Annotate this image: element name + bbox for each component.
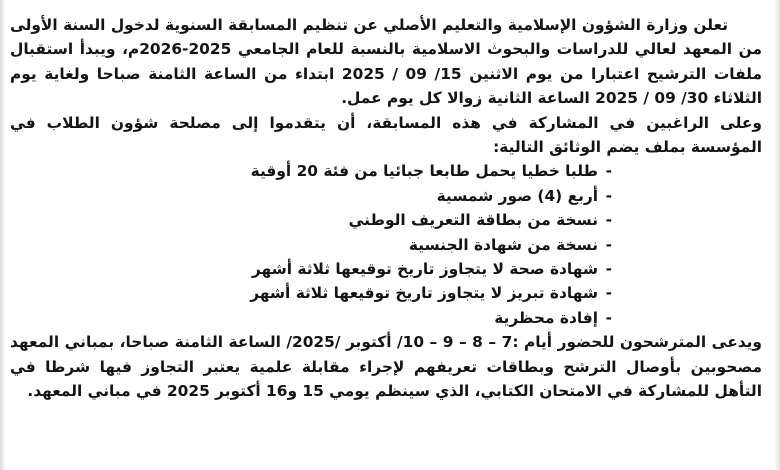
list-item-text: طلبا خطيا يحمل طابعا جبائيا من فئة 20 أوقية <box>250 162 598 181</box>
page-edge-shadow-right <box>774 0 780 470</box>
list-item <box>10 208 612 232</box>
attendance-paragraph: ويدعى المترشحون للحضور أيام :7 – 8 – 9 – 10/ أكتوبر /2025/ الساعة الثامنة صباحا، بمباني المعهد مصحوبين بأوصال الترشح وبطاقات تعريفهم لإجراء مقابلة علمية يعتبر التجاوز فيها شرطا في التأهل للمشاركة في الامتحان الكتابي، الذي سينظم يومي 15 و16 أكتوبر 2025 في مباني المعهد. <box>10 333 762 401</box>
bullet-dash: - <box>605 235 612 254</box>
bullet-dash: - <box>605 186 612 205</box>
list-item-text: شهادة صحة لا يتجاوز تاريخ توقيعها ثلاثة أشهر <box>251 260 598 279</box>
bullet-dash: - <box>605 284 612 303</box>
bullet-dash: - <box>605 211 612 230</box>
page-edge-shadow-left <box>0 0 6 470</box>
list-item <box>10 281 612 305</box>
requirements-paragraph: وعلى الراغبين في المشاركة في هذه المسابقة، أن يتقدموا إلى مصلحة شؤون الطلاب في المؤسسة بملف يضم الوثائق التالية: <box>10 113 762 157</box>
bullet-dash: - <box>605 308 612 327</box>
bullet-dash: - <box>605 260 612 279</box>
list-item <box>10 184 612 208</box>
list-item <box>10 159 612 183</box>
list-item <box>10 257 612 281</box>
list-item-text: شهادة تبريز لا يتجاوز تاريخ توقيعها ثلاثة أشهر <box>250 284 598 303</box>
list-item-text: أربع (4) صور شمسية <box>436 186 598 205</box>
list-item <box>10 306 612 330</box>
required-documents-list <box>10 159 762 330</box>
list-item-text: إفادة محظرية <box>494 308 598 327</box>
bullet-dash: - <box>605 162 612 181</box>
announcement-text <box>10 13 762 404</box>
intro-paragraph: تعلن وزارة الشؤون الإسلامية والتعليم الأصلي عن تنظيم المسابقة السنوية لدخول السنة الأولى من المعهد لعالي للدراسات والبحوث الاسلامية بالنسبة للعام الجامعي 2025-2026م، ويبدأ استقبال ملفات الترشيح اعتبارا من يوم الاثنين 15/ 09 / 2025 ابتداء من الساعة الثامنة صباحا ولغاية يوم الثلاثاء 30/ 09 / 2025 الساعة الثانية زوالا كل يوم عمل. <box>10 16 762 108</box>
list-item-text: نسخة من شهادة الجنسية <box>408 235 598 254</box>
list-item <box>10 233 612 257</box>
list-item-text: نسخة من بطاقة التعريف الوطني <box>348 211 598 230</box>
